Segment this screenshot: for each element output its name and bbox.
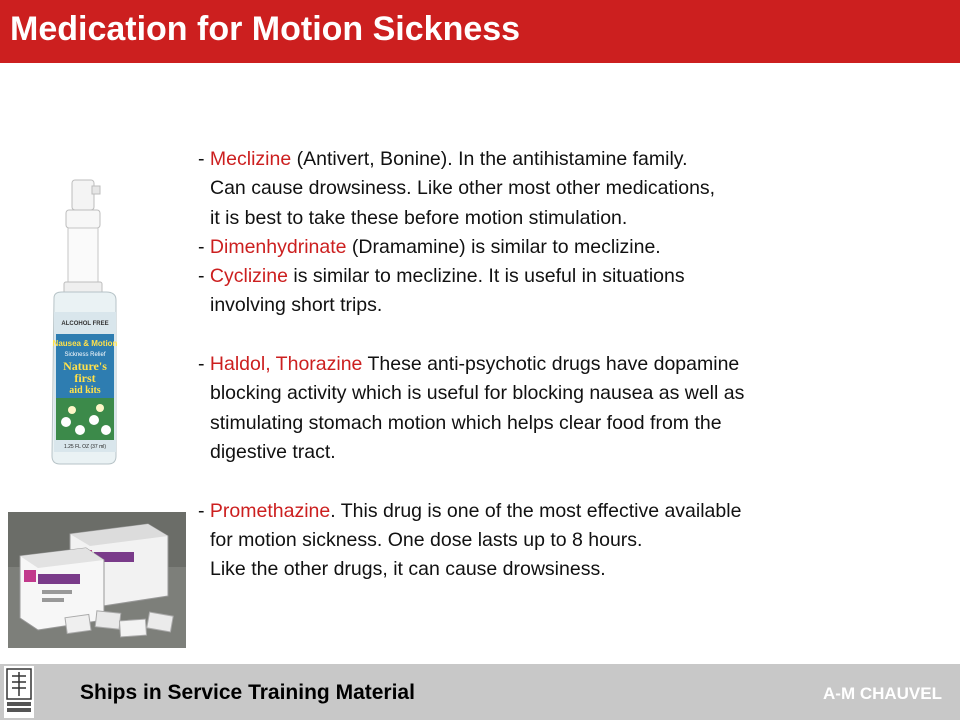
bottle-label-nausea: Nausea & Motion (52, 339, 118, 348)
bottle-label-alcohol: ALCOHOL FREE (61, 321, 109, 327)
drug-name-promethazine: Promethazine (209, 499, 331, 522)
slide-title: Medication for Motion Sickness (10, 10, 521, 48)
bottle-label-brand1: Nature's (63, 359, 107, 373)
list-item-cyclizine: - Cyclizine is similar to meclizine. It is useful in situations (198, 265, 685, 288)
footer (0, 664, 960, 720)
bottle-label-size: 1.25 FL OZ (37 ml) (63, 444, 107, 450)
haldol-line-2: blocking activity which is useful for blocking nausea as well as (210, 382, 745, 405)
spacer (198, 321, 878, 350)
drug-desc-haldol: These anti-psychotic drugs have dopamine (362, 353, 740, 376)
drug-desc-cyclizine: is similar to meclizine. It is useful in situations (287, 265, 685, 288)
drug-name-cyclizine: Cyclizine (209, 265, 288, 288)
drug-name-dimenhydrinate: Dimenhydrinate (209, 235, 347, 258)
bottle-label-brand2: first (74, 371, 96, 385)
drug-desc-promethazine: . This drug is one of the most effective available (330, 499, 742, 522)
bureau-veritas-logo (4, 666, 34, 718)
drug-name-haldol: Haldol, Thorazine (209, 353, 363, 376)
medication-boxes-image (8, 512, 186, 648)
spray-bottle-image (40, 172, 136, 472)
haldol-line-4: digestive tract. (210, 440, 336, 463)
bottle-label-brand3: aid kits (69, 385, 101, 396)
meclizine-line-2: Can cause drowsiness. Like other most other medications, (210, 177, 716, 200)
list-item-meclizine: - Meclizine (Antivert, Bonine). In the antihistamine family. (198, 148, 688, 170)
medication-list (198, 145, 878, 584)
drug-name-meclizine: Meclizine (209, 148, 292, 170)
promethazine-line-3: Like the other drugs, it can cause drowsiness. (210, 558, 606, 581)
author-name: A-M CHAUVEL (823, 684, 942, 703)
footer-title: Ships in Service Training Material (80, 681, 415, 704)
promethazine-line-2: for motion sickness. One dose lasts up to 8 hours. (210, 528, 643, 551)
meclizine-line-3: it is best to take these before motion stimulation. (210, 206, 628, 229)
list-item-haldol: - Haldol, Thorazine These anti-psychotic drugs have dopamine (198, 353, 740, 376)
list-item-promethazine: - Promethazine. This drug is one of the most effective available (198, 499, 742, 522)
haldol-line-3: stimulating stomach motion which helps clear food from the (210, 411, 722, 434)
bottle-label-relief: Sickness Relief (64, 352, 106, 358)
cyclizine-line-2: involving short trips. (210, 294, 383, 317)
drug-desc-dimenhydrinate: (Dramamine) is similar to meclizine. (346, 235, 661, 258)
list-item-dimenhydrinate: - Dimenhydrinate (Dramamine) is similar to meclizine. (198, 235, 661, 258)
title-bar (0, 0, 960, 63)
spacer (198, 467, 878, 496)
drug-desc-meclizine: (Antivert, Bonine). In the antihistamine family. (291, 148, 688, 170)
